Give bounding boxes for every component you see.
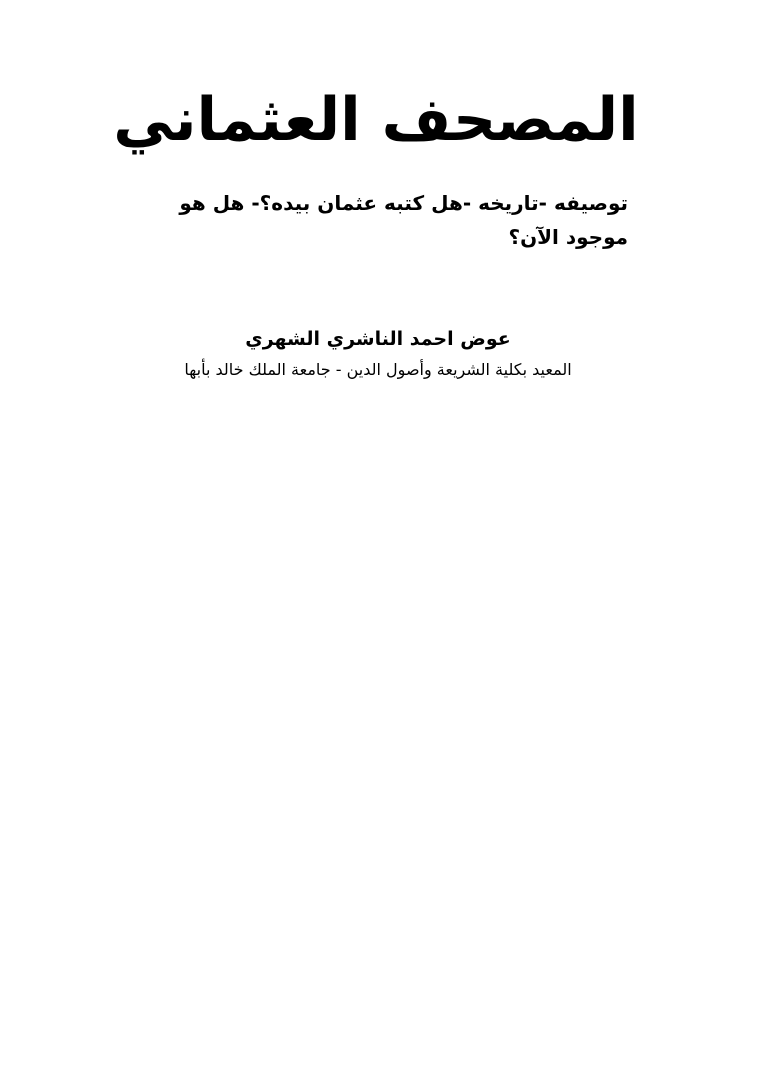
document-subtitle: [128, 186, 628, 254]
subtitle-line-2: موجود الآن؟: [508, 225, 628, 249]
subtitle-line-1: توصيفه -تاريخه -هل كتبه عثمان بيده؟- هل هو: [179, 191, 628, 215]
author-affiliation: المعيد بكلية الشريعة وأصول الدين - جامعة الملك خالد بأبها: [184, 360, 572, 379]
author-name: عوض احمد الناشري الشهري: [245, 328, 511, 350]
document-title: المصحف العثماني: [113, 85, 639, 155]
